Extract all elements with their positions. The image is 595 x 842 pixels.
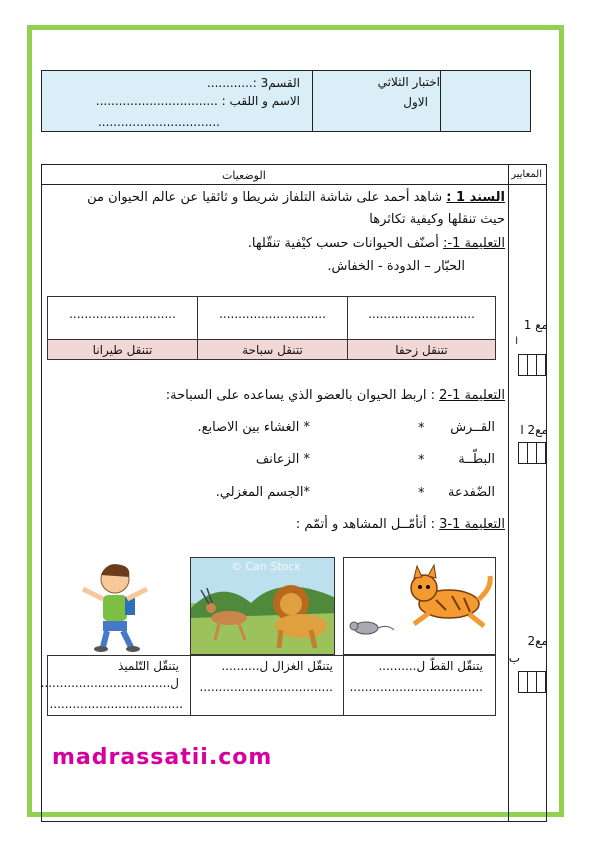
match-dot-left[interactable]: * [418,453,425,468]
criterion-2: مع2 ا [520,423,548,437]
caption-gazelle-1: يتنقّل الغزال ل.......... [221,659,333,673]
animal-shark: القــرش [450,420,495,435]
support-text-1: شاهد أحمد على شاشة التلفاز شريطا و ثائقيا عن عالم الحيوان من [87,190,443,205]
organ-spindle-body[interactable]: *الجسم المغزلي. [215,485,310,500]
cat-mouse-picture [343,557,496,655]
lion-gazelle-picture [190,557,335,655]
table-header-line [42,184,546,185]
instruction-2 [166,388,505,403]
caption-pupil-2[interactable]: ل.................................. [40,676,179,690]
answer-cell-crawl[interactable]: ............................ [347,296,496,340]
caption-gazelle-2[interactable]: ................................... [199,680,333,694]
instruction-1-label: التعليمة 1-: [443,236,505,251]
header-fly: تتنقل طيرانا [47,339,198,360]
criterion-1-sub: ا [515,336,518,347]
instruction-2-text: : اربط الحيوان بالعضو الذي يساعده على السباحة: [165,388,435,403]
instruction-3-label: التعليمة 1-3 [439,517,505,532]
match-dot-left[interactable]: * [418,421,425,436]
score-boxes-2[interactable] [518,442,546,464]
header-divider [440,71,441,131]
pupil-picture [47,557,182,655]
caption-cat-2[interactable]: ................................... [349,680,483,694]
header-divider [312,71,313,131]
criterion-1: مع 1 [523,318,548,332]
organ-webbing[interactable]: * الغشاء بين الاصابع. [197,420,310,435]
score-boxes-1[interactable] [518,354,546,376]
name-field-line[interactable]: ................................ [97,115,220,129]
support-label: السند 1 : [446,190,505,205]
animal-frog: الضّفدعة [448,485,495,500]
criteria-header: المعايير [511,169,542,180]
instruction-2-label: التعليمة 1-2 [439,388,505,403]
situations-header: الوضعيات [222,169,266,182]
site-logo: madrassatii.com [52,745,273,770]
header-swim: تتنقل سباحة [197,339,348,360]
header-crawl: تتنقل زحفا [347,339,496,360]
organ-fins[interactable]: * الزعانف [255,452,310,467]
watermark: © Can Stock [231,560,301,573]
instruction-3-text: : أتأمّــل المشاهد و أتمّم : [295,517,435,532]
score-boxes-3[interactable] [518,671,546,693]
name-field[interactable]: الاسم و اللقب : ................................ [95,94,300,108]
classification-table [47,296,496,360]
caption-cat-1: يتنقّل القطّ ل.......... [378,659,483,673]
instruction-1 [248,236,505,251]
support-text-2: حيث تنقلها وكيفية تكاثرها [369,212,505,227]
exam-title-2: الاول [403,95,428,109]
answer-cell-swim[interactable]: ............................ [197,296,348,340]
criteria-column-divider [508,165,509,821]
exam-header [41,70,531,132]
caption-pupil-1: يتنقّل التّلميذ [118,659,179,673]
exam-title: اختبار الثلاثي [377,75,440,89]
criterion-3: مع2 [527,634,548,648]
instruction-1-text: أصنّف الحيوانات حسب كيْفية تنقّلها. [247,236,439,251]
caption-pupil-3[interactable]: ................................... [49,697,183,711]
animals-list: الحبّار – الدودة - الخفاش. [327,259,465,274]
support-line-1 [87,190,505,205]
criterion-3-sub: ب [508,651,520,665]
section-field[interactable]: القسم3 :............ [206,76,300,90]
answer-cell-fly[interactable]: ............................ [47,296,198,340]
instruction-3 [296,517,505,532]
match-dot-left[interactable]: * [418,486,425,501]
animal-duck: البطّــة [458,452,495,467]
